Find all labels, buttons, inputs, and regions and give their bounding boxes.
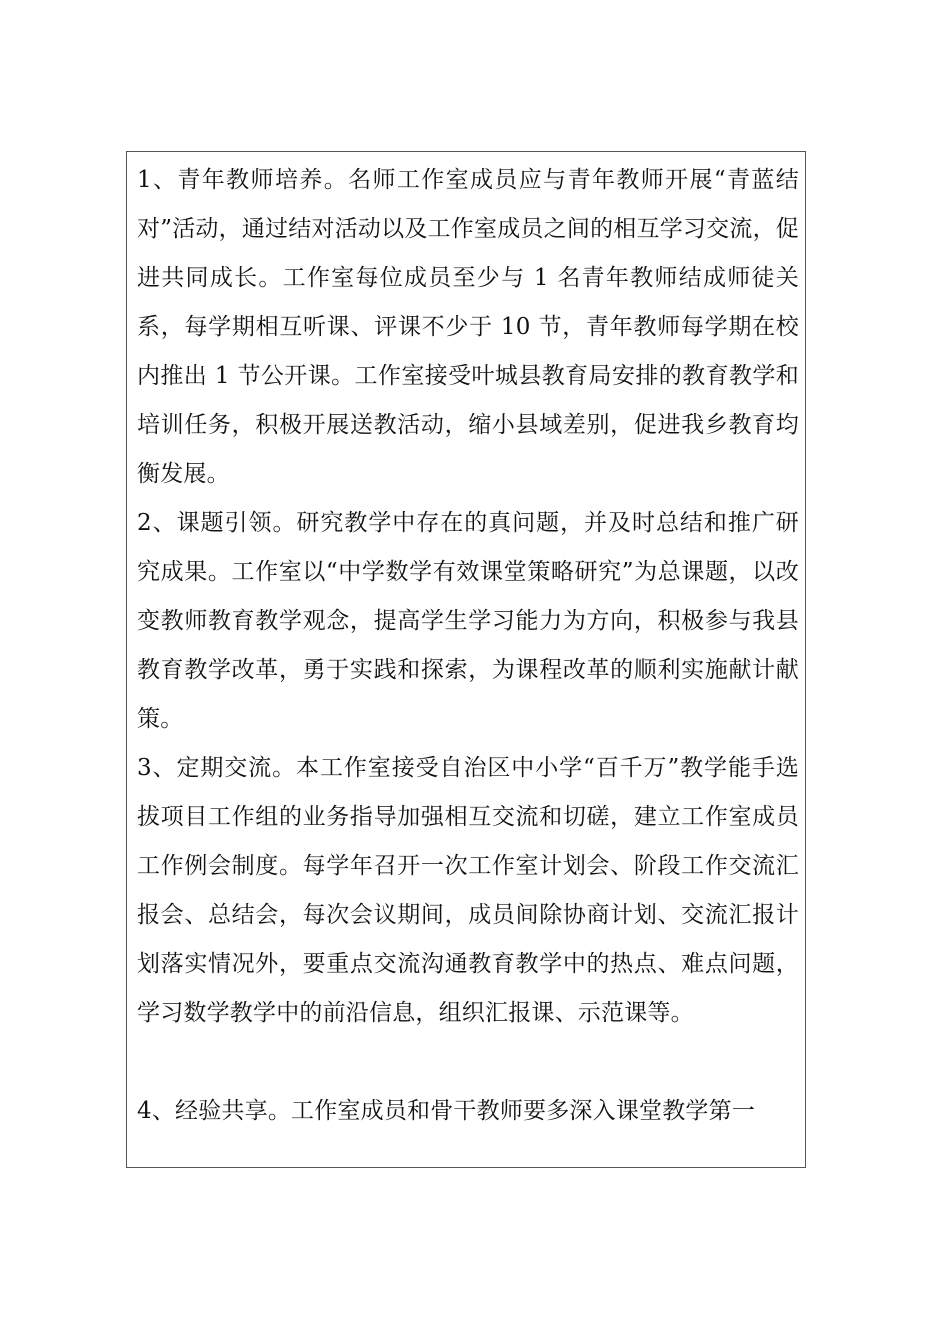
paragraph-research-topic: 2、课题引领。研究教学中存在的真问题，并及时总结和推广研究成果。工作室以“中学数学有效课堂策略研究”为总课题，以改变教师教育教学观念，提高学生学习能力为方向，积极参与我县教育教学改革，勇于实践和探索，为课程改革的顺利实施献计献策。 [137, 510, 799, 732]
paragraph-regular-exchange: 3、定期交流。本工作室接受自治区中小学“百千万”教学能手选拔项目工作组的业务指导加强相互交流和切磋，建立工作室成员工作例会制度。每学年召开一次工作室计划会、阶段工作交流汇报会、总结会，每次会议期间，成员间除协商计划、交流汇报计划落实情况外，要重点交流沟通教育教学中的热点、难点问题，学习数学教学中的前沿信息，组织汇报课、示范课等。 [137, 755, 799, 1026]
paragraph-experience-sharing: 4、经验共享。工作室成员和骨干教师要多深入课堂教学第一 [137, 1098, 756, 1124]
text-frame [126, 151, 806, 1168]
paragraph-youth-teacher-training: 1、青年教师培养。名师工作室成员应与青年教师开展“青蓝结对”活动，通过结对活动以及工作室成员之间的相互学习交流，促进共同成长。工作室每位成员至少与 1 名青年教师结成师徒关系，每学期相互听课、评课不少于 10 节，青年教师每学期在校内推出 1 节公开课。工作室接受叶城县教育局安排的教育教学和培训任务，积极开展送教活动，缩小县域差别，促进我乡教育均衡发展。 [137, 167, 799, 487]
